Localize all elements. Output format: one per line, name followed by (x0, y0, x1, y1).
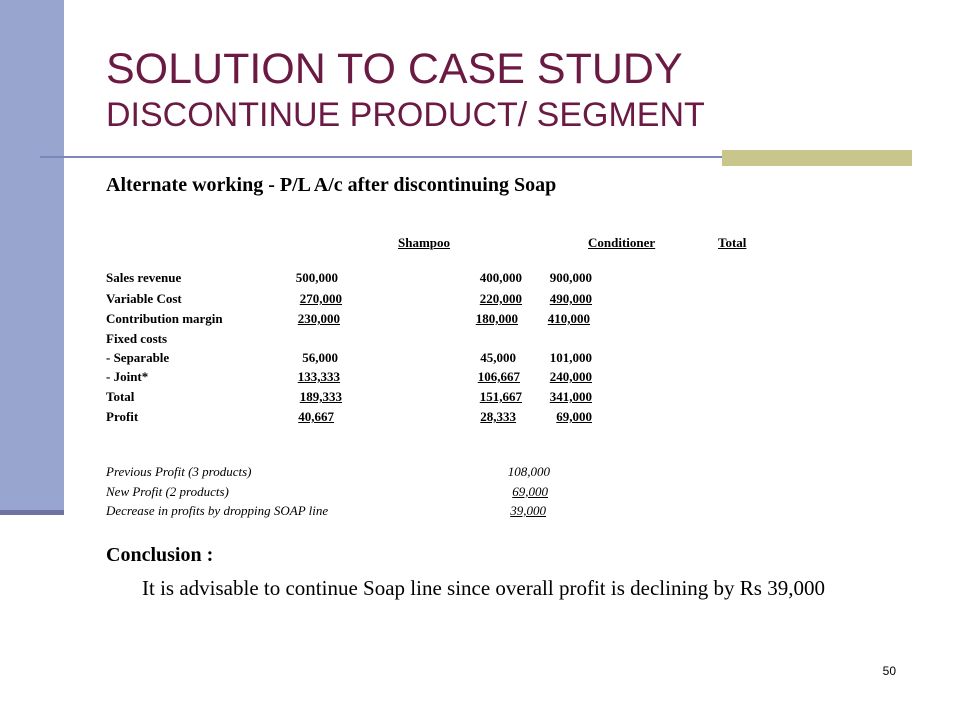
conclusion-text: It is advisable to continue Soap line since overall profit is declining by Rs 39,000 (142, 576, 825, 600)
row-label: Fixed costs (106, 331, 168, 346)
comparison-row (106, 464, 556, 482)
cell-conditioner: 106,667 (477, 369, 520, 384)
header-shampoo: Shampoo (398, 235, 451, 250)
table-row (106, 389, 806, 407)
page-number: 50 (882, 664, 896, 678)
cell-total: 101,000 (549, 350, 592, 365)
comparison-label: New Profit (2 products) (106, 484, 229, 499)
slide-subtitle: Alternate working - P/L A/c after discontinuing Soap (106, 174, 557, 196)
conclusion-heading: Conclusion : (106, 544, 214, 566)
table-row (106, 270, 806, 288)
title-line-1: SOLUTION TO CASE STUDY (106, 45, 683, 93)
table-row (106, 369, 806, 387)
table-row (106, 331, 806, 349)
row-label: - Joint* (106, 369, 149, 384)
comparison-label: Previous Profit (3 products) (106, 464, 252, 479)
cell-conditioner: 400,000 (479, 270, 522, 285)
table-row (106, 311, 806, 329)
cell-total: 490,000 (549, 291, 592, 306)
cell-total: 341,000 (549, 389, 592, 404)
cell-total: 69,000 (556, 409, 592, 424)
cell-shampoo: 133,333 (297, 369, 340, 384)
table-row (106, 291, 806, 309)
row-label: Sales revenue (106, 270, 182, 285)
cell-total: 410,000 (547, 311, 590, 326)
cell-conditioner: 45,000 (480, 350, 516, 365)
cell-conditioner: 180,000 (475, 311, 518, 326)
row-label: Variable Cost (106, 291, 182, 306)
cell-shampoo: 40,667 (298, 409, 334, 424)
header-total: Total (718, 235, 747, 250)
comparison-row (106, 503, 556, 521)
title-line-2: DISCONTINUE PRODUCT/ SEGMENT (106, 96, 705, 134)
row-label: Total (106, 389, 135, 404)
cell-total: 900,000 (549, 270, 592, 285)
left-decor-bar (0, 0, 64, 510)
cell-total: 240,000 (549, 369, 592, 384)
comparison-value: 39,000 (510, 503, 546, 518)
cell-shampoo: 230,000 (297, 311, 340, 326)
comparison-row (106, 484, 556, 502)
slide-title (106, 44, 705, 136)
row-label: - Separable (106, 350, 170, 365)
row-label: Contribution margin (106, 311, 223, 326)
cell-conditioner: 151,667 (479, 389, 522, 404)
left-decor-bar-shadow (0, 510, 64, 515)
comparison-value: 108,000 (507, 464, 550, 479)
cell-shampoo: 270,000 (299, 291, 342, 306)
cell-shampoo: 56,000 (302, 350, 338, 365)
table-row (106, 350, 806, 368)
table-row (106, 409, 806, 427)
comparison-value: 69,000 (512, 484, 548, 499)
cell-shampoo: 500,000 (295, 270, 338, 285)
cell-shampoo: 189,333 (299, 389, 342, 404)
header-conditioner: Conditioner (588, 235, 656, 250)
title-accent-block (722, 150, 912, 166)
row-label: Profit (106, 409, 139, 424)
comparison-label: Decrease in profits by dropping SOAP line (106, 503, 329, 518)
cell-conditioner: 28,333 (480, 409, 516, 424)
cell-conditioner: 220,000 (479, 291, 522, 306)
